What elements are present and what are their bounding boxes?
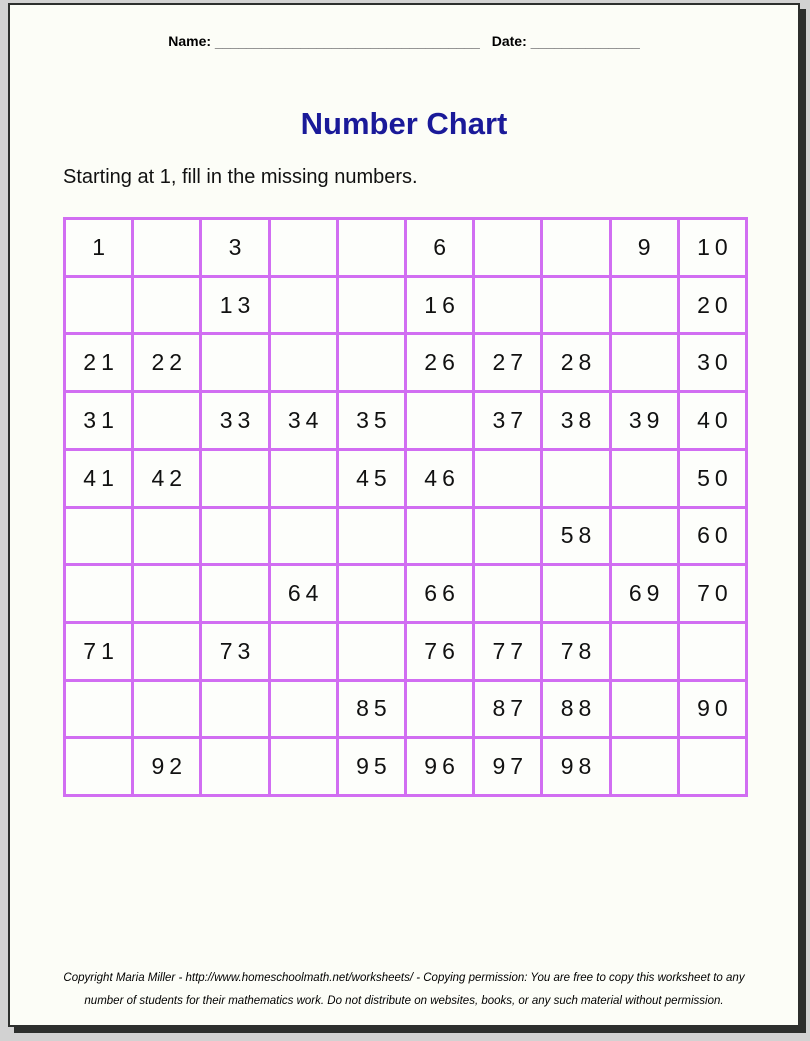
- grid-cell-empty: [612, 335, 677, 390]
- grid-cell-empty: [66, 739, 131, 794]
- grid-cell-filled: 64: [271, 566, 336, 621]
- grid-cell-filled: 71: [66, 624, 131, 679]
- grid-cell-empty: [134, 278, 199, 333]
- grid-cell-empty: [271, 682, 336, 737]
- number-grid: [63, 217, 748, 797]
- grid-cell-empty: [66, 278, 131, 333]
- grid-cell-filled: 87: [475, 682, 540, 737]
- grid-cell-filled: 1: [66, 220, 131, 275]
- grid-cell-empty: [339, 220, 404, 275]
- grid-cell-filled: 70: [680, 566, 745, 621]
- worksheet-page: [8, 3, 800, 1027]
- grid-cell-empty: [66, 682, 131, 737]
- name-label: Name:: [168, 33, 212, 49]
- grid-cell-filled: 85: [339, 682, 404, 737]
- grid-cell-empty: [66, 509, 131, 564]
- grid-cell-empty: [271, 509, 336, 564]
- grid-cell-filled: 92: [134, 739, 199, 794]
- date-blank-line: ______________: [530, 33, 640, 49]
- grid-cell-empty: [66, 566, 131, 621]
- grid-cell-filled: 26: [407, 335, 472, 390]
- grid-cell-empty: [543, 220, 608, 275]
- grid-cell-filled: 60: [680, 509, 745, 564]
- grid-cell-empty: [680, 739, 745, 794]
- grid-cell-filled: 58: [543, 509, 608, 564]
- grid-cell-filled: 13: [202, 278, 267, 333]
- grid-cell-empty: [475, 220, 540, 275]
- page-title: Number Chart: [300, 106, 508, 141]
- grid-cell-filled: 40: [680, 393, 745, 448]
- grid-cell-empty: [407, 682, 472, 737]
- grid-cell-empty: [407, 393, 472, 448]
- grid-cell-filled: 27: [475, 335, 540, 390]
- grid-cell-empty: [134, 682, 199, 737]
- grid-cell-filled: 34: [271, 393, 336, 448]
- grid-cell-filled: 16: [407, 278, 472, 333]
- grid-cell-empty: [475, 278, 540, 333]
- grid-cell-empty: [271, 335, 336, 390]
- grid-cell-filled: 39: [612, 393, 677, 448]
- grid-cell-empty: [202, 509, 267, 564]
- grid-cell-empty: [543, 566, 608, 621]
- grid-cell-empty: [271, 220, 336, 275]
- grid-cell-empty: [134, 509, 199, 564]
- grid-cell-empty: [475, 451, 540, 506]
- grid-cell-filled: 97: [475, 739, 540, 794]
- grid-cell-empty: [612, 451, 677, 506]
- grid-cell-empty: [612, 509, 677, 564]
- grid-cell-filled: 66: [407, 566, 472, 621]
- grid-cell-filled: 50: [680, 451, 745, 506]
- grid-cell-filled: 69: [612, 566, 677, 621]
- grid-cell-empty: [202, 566, 267, 621]
- instruction-text: Starting at 1, fill in the missing numbers.: [63, 166, 418, 188]
- grid-cell-empty: [202, 335, 267, 390]
- grid-cell-empty: [612, 624, 677, 679]
- grid-cell-empty: [202, 451, 267, 506]
- grid-cell-empty: [543, 451, 608, 506]
- grid-cell-filled: 46: [407, 451, 472, 506]
- grid-cell-filled: 3: [202, 220, 267, 275]
- grid-cell-empty: [271, 451, 336, 506]
- grid-cell-filled: 37: [475, 393, 540, 448]
- grid-cell-empty: [134, 566, 199, 621]
- grid-cell-filled: 35: [339, 393, 404, 448]
- name-blank-line: __________________________________: [215, 33, 480, 49]
- grid-cell-empty: [339, 566, 404, 621]
- grid-cell-empty: [339, 624, 404, 679]
- grid-cell-empty: [407, 509, 472, 564]
- grid-cell-filled: 30: [680, 335, 745, 390]
- grid-cell-filled: 76: [407, 624, 472, 679]
- date-label: Date:: [491, 33, 527, 49]
- grid-cell-filled: 41: [66, 451, 131, 506]
- grid-cell-filled: 21: [66, 335, 131, 390]
- grid-cell-empty: [612, 278, 677, 333]
- grid-cell-filled: 78: [543, 624, 608, 679]
- name-date-row: [10, 33, 798, 49]
- grid-cell-filled: 95: [339, 739, 404, 794]
- grid-cell-empty: [339, 335, 404, 390]
- grid-cell-empty: [271, 278, 336, 333]
- grid-cell-empty: [612, 739, 677, 794]
- grid-cell-filled: 77: [475, 624, 540, 679]
- grid-cell-empty: [680, 624, 745, 679]
- grid-cell-empty: [134, 624, 199, 679]
- grid-cell-filled: 73: [202, 624, 267, 679]
- grid-cell-empty: [134, 220, 199, 275]
- grid-cell-filled: 33: [202, 393, 267, 448]
- grid-cell-empty: [612, 682, 677, 737]
- grid-cell-filled: 90: [680, 682, 745, 737]
- grid-cell-empty: [475, 566, 540, 621]
- grid-cell-empty: [134, 393, 199, 448]
- grid-cell-filled: 31: [66, 393, 131, 448]
- grid-cell-filled: 10: [680, 220, 745, 275]
- grid-cell-filled: 6: [407, 220, 472, 275]
- grid-cell-empty: [475, 509, 540, 564]
- grid-cell-filled: 42: [134, 451, 199, 506]
- grid-cell-filled: 22: [134, 335, 199, 390]
- grid-cell-empty: [202, 682, 267, 737]
- grid-cell-filled: 28: [543, 335, 608, 390]
- copyright-line-2: number of students for their mathematics work. Do not distribute on websites, books, or any such material without permission.: [84, 995, 724, 1007]
- grid-cell-filled: 20: [680, 278, 745, 333]
- copyright-footer: [10, 967, 798, 1013]
- copyright-line-1: Copyright Maria Miller - http://www.homeschoolmath.net/worksheets/ - Copying permission: You are free to copy this worksheet to any: [63, 972, 745, 984]
- grid-cell-empty: [543, 278, 608, 333]
- grid-cell-empty: [339, 509, 404, 564]
- grid-cell-filled: 98: [543, 739, 608, 794]
- grid-cell-filled: 9: [612, 220, 677, 275]
- grid-cell-filled: 45: [339, 451, 404, 506]
- grid-cell-filled: 96: [407, 739, 472, 794]
- grid-cell-filled: 88: [543, 682, 608, 737]
- grid-cell-empty: [271, 739, 336, 794]
- grid-cell-filled: 38: [543, 393, 608, 448]
- grid-cell-empty: [202, 739, 267, 794]
- grid-cell-empty: [339, 278, 404, 333]
- grid-cell-empty: [271, 624, 336, 679]
